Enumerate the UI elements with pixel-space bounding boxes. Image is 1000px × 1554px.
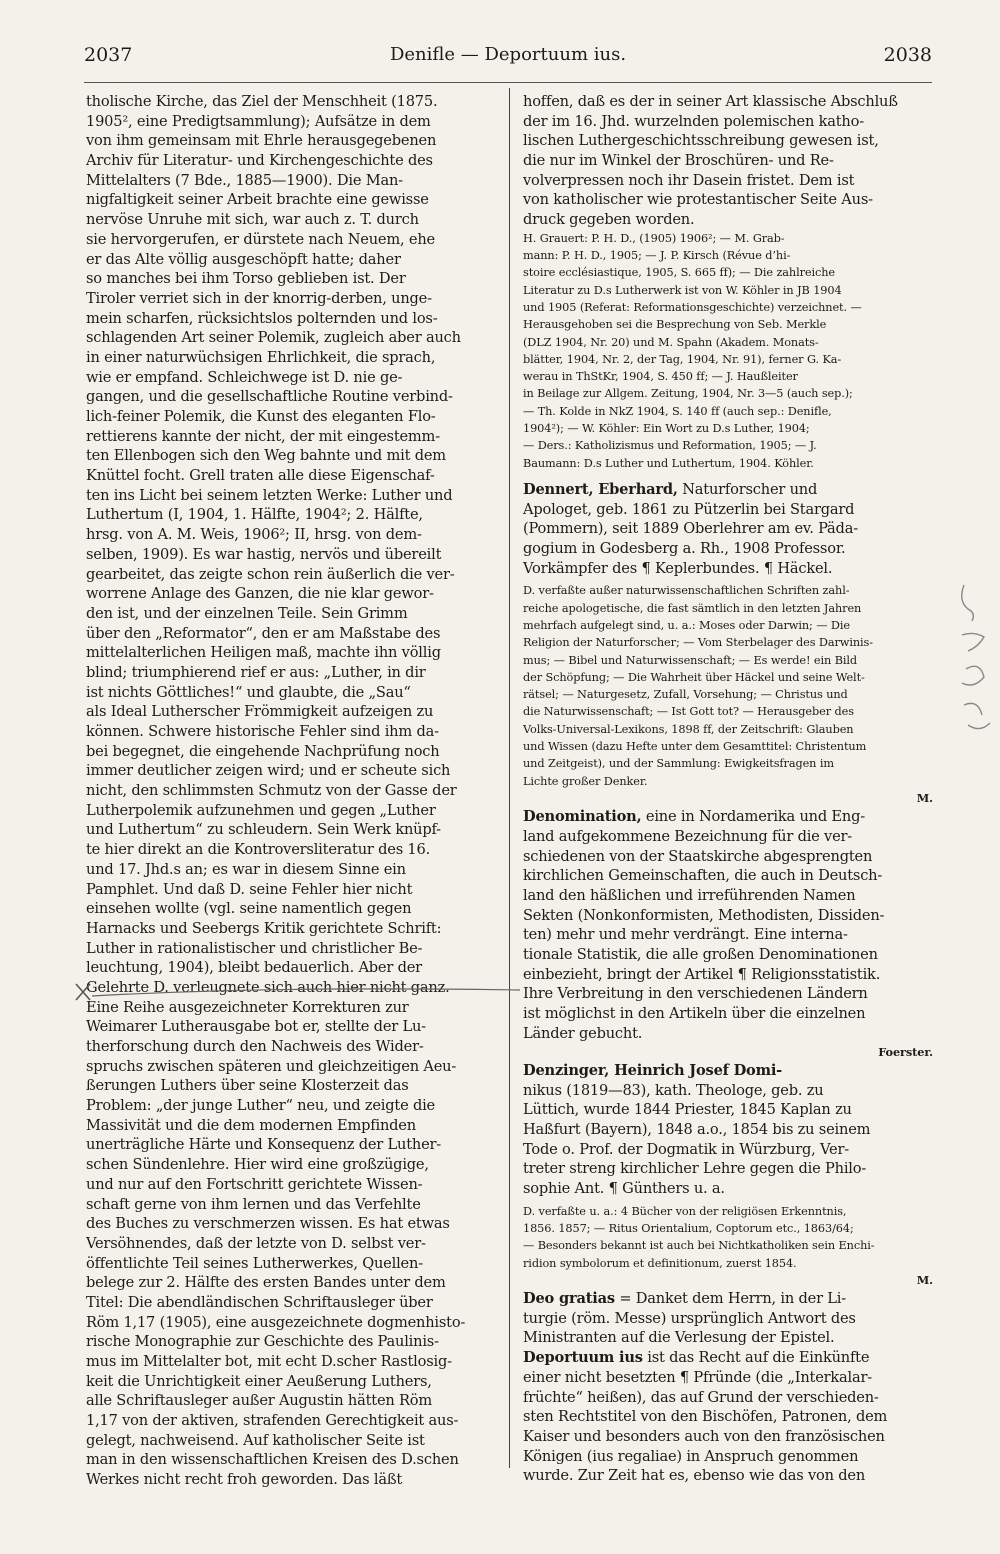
text-line: Herausgehoben sei die Besprechung von Seb. Merkle — [523, 318, 827, 332]
text-line: der Schöpfung; — Die Wahrheit über Häckel und seine Welt- — [523, 670, 865, 684]
text-line: früchte“ heißen), das auf Grund der verschieden- — [523, 1388, 879, 1406]
text-line: Apologet, geb. 1861 zu Pützerlin bei Stargard — [523, 500, 855, 518]
text-line: 1,17 von der aktiven, strafenden Gerechtigkeit aus- — [86, 1412, 459, 1430]
header-rule — [84, 82, 932, 83]
text-line: H. Grauert: P. H. D., (1905) 1906²; — M. Grab- — [523, 231, 785, 245]
text-line: tionale Statistik, die alle großen Denominationen — [523, 946, 878, 964]
denzinger-article — [523, 1061, 933, 1199]
text-line: einsehen wollte (vgl. seine namentlich gegen — [86, 900, 412, 918]
text-line: Denomination, eine in Nordamerika und Eng- — [523, 808, 865, 826]
text-line: Weimarer Lutherausgabe bot er, stellte der Lu- — [86, 1018, 426, 1036]
text-line: und Wissen (dazu Hefte unter dem Gesamttitel: Christentum — [523, 740, 867, 754]
text-line: kirchlichen Gemeinschaften, die auch in Deutsch- — [523, 867, 883, 885]
text-line — [523, 1061, 933, 1081]
text-line: D. verfaßte u. a.: 4 Bücher von der religiösen Erkenntnis, — [523, 1204, 847, 1218]
dennert-signature: M. — [916, 790, 933, 805]
text-line: nicht, den schlimmsten Schmutz von der Gasse der — [86, 782, 457, 800]
deportuum-article — [523, 1348, 933, 1486]
text-line: tholische Kirche, das Ziel der Menschheit (1875. — [86, 93, 438, 110]
text-line: schiedenen von der Staatskirche abgesprengten — [523, 847, 873, 865]
text-line: ten ins Licht bei seinem letzten Werke: Luther und — [86, 486, 453, 504]
text-line: Baumann: D.s Luther und Luthertum, 1904. Köhler. — [523, 456, 814, 470]
text-line: Deo gratias = Danket dem Herrn, in der Li- — [523, 1290, 847, 1308]
text-line: so manches bei ihm Torso geblieben ist. Der — [86, 270, 406, 288]
text-line: Religion der Naturforscher; — Vom Sterbelager des Darwinis- — [523, 636, 873, 650]
headword: Deportuum ius — [523, 1349, 643, 1367]
text-line: (Pommern), seit 1889 Oberlehrer am ev. Päda- — [523, 520, 858, 538]
text-line: wurde. Zur Zeit hat es, ebenso wie das von den — [523, 1467, 866, 1485]
text-line: Titel: Die abendländischen Schriftausleger über — [86, 1293, 433, 1311]
text-line: ten Ellenbogen sich den Weg bahnte und mit dem — [86, 447, 446, 465]
text-line: volverpressen noch ihr Dasein fristet. Dem ist — [523, 171, 855, 189]
running-title: Denifle — Deportuum ius. — [389, 44, 627, 65]
text-line: der im 16. Jhd. wurzelnden polemischen katho- — [523, 112, 864, 130]
text-line: Problem: „der junge Luther“ neu, und zeigte die — [86, 1097, 435, 1115]
text-line: sten Rechtstitel von den Bischöfen, Patronen, dem — [523, 1408, 888, 1426]
right-column — [523, 92, 933, 1486]
text-line: therforschung durch den Nachweis des Wider- — [86, 1038, 424, 1055]
text-line: Kaiser und besonders auch von den französischen — [523, 1427, 885, 1445]
denomination-article — [523, 807, 933, 1043]
dennert-bibliography — [523, 582, 933, 790]
text-line: Sekten (Nonkonformisten, Methodisten, Dissiden- — [523, 906, 885, 924]
text-line: Ministranten auf die Verlesung der Epistel. — [523, 1329, 835, 1347]
text-line: und nur auf den Fortschritt gerichtete Wissen- — [86, 1175, 423, 1193]
text-line: belege zur 2. Hälfte des ersten Bandes unter dem — [86, 1274, 446, 1292]
text-line: er das Alte völlig ausgeschöpft hatte; daher — [86, 250, 401, 268]
text-line: — Th. Kolde in NkZ 1904, S. 140 ff (auch sep.: Denifle, — [523, 404, 832, 418]
headword: Denzinger, Heinrich Josef Domi- — [523, 1061, 783, 1079]
text-line: von ihm gemeinsam mit Ehrle herausgegebenen — [86, 132, 437, 150]
text-line: schlagenden Art seiner Polemik, zugleich aber auch — [86, 329, 461, 347]
text-line: druck gegeben worden. — [523, 211, 695, 229]
text-line: 1856. 1857; — Ritus Orientalium, Coptorum etc., 1863/64; — [523, 1221, 854, 1235]
text-line: blind; triumphierend rief er aus: „Luther, in dir — [86, 663, 426, 681]
text-line: Lichte großer Denker. — [523, 774, 648, 788]
text-line: Tode o. Prof. der Dogmatik in Würzburg, Ver- — [523, 1140, 849, 1158]
text-line: Tiroler verriet sich in der knorrig-derben, unge- — [86, 289, 432, 307]
text-line: reiche apologetische, die fast sämtlich in den letzten Jahren — [523, 601, 862, 615]
text-line: Königen (ius regaliae) in Anspruch genommen — [523, 1447, 859, 1465]
left-column — [86, 92, 494, 1490]
text-line: Gelehrte D. verleugnete sich auch hier nicht ganz. — [86, 978, 450, 996]
text-line: land den häßlichen und irreführenden Namen — [523, 887, 856, 905]
text-line: nikus (1819—83), kath. Theologe, geb. zu — [523, 1081, 824, 1099]
text-line: mann: P. H. D., 1905; — J. P. Kirsch (Révue d’hi- — [523, 249, 791, 263]
text-line: Haßfurt (Bayern), 1848 a.o., 1854 bis zu seinem — [523, 1120, 871, 1138]
text-line: Dennert, Eberhard, Naturforscher und — [523, 480, 818, 498]
text-line: rätsel; — Naturgesetz, Zufall, Vorsehung; — Christus und — [523, 688, 848, 702]
text-line: in einer naturwüchsigen Ehrlichkeit, die sprach, — [86, 348, 436, 366]
denifle-article-end — [523, 92, 933, 230]
text-line: te hier direkt an die Kontroversliteratur des 16. — [86, 841, 431, 859]
headword: Dennert, Eberhard, — [523, 480, 678, 498]
headword: Deo gratias — [523, 1290, 615, 1308]
text-line: stoire ecclésiastique, 1905, S. 665 ff); — Die zahlreiche — [523, 266, 836, 280]
text-line: Luther in rationalistischer und christlicher Be- — [86, 939, 423, 957]
text-line: von katholischer wie protestantischer Seite Aus- — [523, 191, 873, 209]
text-line: und 17. Jhd.s an; es war in diesem Sinne ein — [86, 860, 406, 878]
text-line: gearbeitet, das zeigte schon rein äußerlich die ver- — [86, 565, 455, 583]
denzinger-signature: M. — [916, 1272, 933, 1287]
text-line: des Buches zu verschmerzen wissen. Es hat etwas — [86, 1215, 450, 1233]
text-line: über den „Reformator“, den er am Maßstabe des — [86, 624, 441, 642]
pencil-margin-mark — [70, 980, 530, 1004]
text-line: in Beilage zur Allgem. Zeitung, 1904, Nr. 3—5 (auch sep.); — [523, 387, 853, 401]
text-line: Ihre Verbreitung in den verschiedenen Ländern — [523, 985, 868, 1003]
page-number-right: 2038 — [883, 44, 932, 66]
text-line: gelegt, nachweisend. Auf katholischer Seite ist — [86, 1431, 425, 1449]
text-line: ist möglichst in den Artikeln über die einzelnen — [523, 1005, 866, 1023]
text-line: Versöhnendes, daß der letzte von D. selbst ver- — [86, 1234, 426, 1252]
text-line: einbezieht, bringt der Artikel ¶ Religionsstatistik. — [523, 965, 881, 983]
text-line: Röm 1,17 (1905), eine ausgezeichnete dogmenhisto- — [86, 1313, 466, 1331]
text-line: Lüttich, wurde 1844 Priester, 1845 Kaplan zu — [523, 1101, 852, 1119]
text-line: man in den wissenschaftlichen Kreisen des D.schen — [86, 1451, 459, 1469]
text-line: mittelalterlichen Heiligen maß, machte ihn völlig — [86, 644, 441, 662]
text-line: nigfaltigkeit seiner Arbeit brachte eine gewisse — [86, 191, 429, 209]
text-line: wie er empfand. Schleichwege ist D. nie ge- — [86, 368, 403, 386]
text-line: ten) mehr und mehr verdrängt. Eine interna- — [523, 926, 848, 944]
text-line: Werkes nicht recht froh geworden. Das läßt — [86, 1471, 403, 1489]
text-line: nervöse Unruhe mit sich, war auch z. T. durch — [86, 211, 419, 229]
page-header — [84, 44, 932, 74]
text-line: rettierens kannte der nicht, der mit eingestemm- — [86, 427, 440, 445]
headword: Denomination, — [523, 808, 642, 826]
text-line: und Luthertum“ zu schleudern. Sein Werk knüpf- — [86, 821, 441, 839]
text-line: sie hervorgerufen, er dürstete nach Neuem, ehe — [86, 230, 435, 248]
text-line: Lutherpolemik aufzunehmen und gegen „Luther — [86, 801, 436, 819]
text-line: — Besonders bekannt ist auch bei Nichtkatholiken sein Enchi- — [523, 1239, 875, 1253]
text-line: Länder gebucht. — [523, 1024, 643, 1042]
text-line: mein scharfen, rücksichtslos polternden und los- — [86, 309, 438, 327]
text-line: unerträgliche Härte und Konsequenz der Luther- — [86, 1136, 442, 1154]
text-line: und 1905 (Referat: Reformationsgeschichte) verzeichnet. — — [523, 301, 862, 314]
text-line: Pamphlet. Und daß D. seine Fehler hier nicht — [86, 880, 413, 898]
dennert-article — [523, 480, 933, 578]
text-line: Harnacks und Seebergs Kritik gerichtete Schrift: — [86, 919, 442, 937]
text-line: 1904²); — W. Köhler: Ein Wort zu D.s Luther, 1904; — [523, 422, 810, 436]
text-line: als Ideal Lutherscher Frömmigkeit aufzeigen zu — [86, 703, 434, 721]
text-line: Archiv für Literatur- und Kirchengeschichte des — [86, 152, 433, 170]
text-line: Eine Reihe ausgezeichneter Korrekturen zur — [86, 998, 409, 1016]
text-line: Deportuum ius ist das Recht auf die Einkünfte — [523, 1349, 870, 1367]
text-line: 1905², eine Predigtsammlung); Aufsätze in dem — [86, 112, 431, 130]
text-line: schaft gerne von ihm lernen und das Verfehlte — [86, 1195, 421, 1213]
text-line: Vorkämpfer des ¶ Keplerbundes. ¶ Häckel. — [523, 559, 833, 577]
text-line: blätter, 1904, Nr. 2, der Tag, 1904, Nr. 91), ferner G. Ka- — [523, 352, 842, 366]
text-line: land aufgekommene Bezeichnung für die ver- — [523, 827, 853, 845]
text-line: öffentlichte Teil seines Lutherwerkes, Quellen- — [86, 1254, 423, 1272]
text-line: immer deutlicher zeigen wird; und er scheute sich — [86, 762, 451, 780]
text-line: die nur im Winkel der Broschüren- und Re- — [523, 152, 834, 170]
text-line: hoffen, daß es der in seiner Art klassische Abschluß — [523, 93, 898, 110]
text-line: lischen Luthergeschichtsschreibung gewesen ist, — [523, 132, 879, 150]
text-line: mehrfach aufgelegt sind, u. a.: Moses oder Darwin; — Die — [523, 619, 850, 632]
deo-gratias-article — [523, 1289, 933, 1348]
text-line: Knüttel focht. Grell traten alle diese Eigenschaf- — [86, 467, 435, 485]
text-line: und Zeitgeist), und der Sammlung: Ewigkeitsfragen im — [523, 757, 834, 771]
text-line: Massivität und die dem modernen Empfinden — [86, 1116, 416, 1134]
text-line: alle Schriftausleger außer Augustin hätten Röm — [86, 1392, 433, 1410]
text-line: sophie Ant. ¶ Günthers u. a. — [523, 1179, 725, 1197]
text-line: ist nichts Göttliches!“ und glaubte, die „Sau“ — [86, 683, 411, 701]
text-line: gangen, und die gesellschaftliche Routine verbind- — [86, 388, 453, 406]
text-line: treter streng kirchlicher Lehre gegen die Philo- — [523, 1160, 867, 1178]
text-line: schen Sündenlehre. Hier wird eine großzügige, — [86, 1156, 429, 1174]
text-line: selben, 1909). Es war hastig, nervös und übereilt — [86, 545, 442, 563]
text-line: keit die Unrichtigkeit einer Aeußerung Luthers, — [86, 1372, 432, 1390]
text-line: werau in ThStKr, 1904, S. 450 ff; — J. Haußleiter — [523, 370, 798, 384]
text-line: hrsg. von A. M. Weis, 1906²; II, hrsg. von dem- — [86, 526, 422, 544]
text-line: — Ders.: Katholizismus und Reformation, 1905; — J. — [523, 439, 817, 453]
text-line: bei begegnet, die eingehende Nachprüfung noch — [86, 742, 440, 760]
text-line: turgie (röm. Messe) ursprünglich Antwort des — [523, 1309, 856, 1327]
text-line: leuchtung, 1904), bleibt bedauerlich. Aber der — [86, 959, 422, 977]
text-line: D. verfaßte außer naturwissenschaftlichen Schriften zahl- — [523, 584, 850, 598]
text-line: worrene Anlage des Ganzen, die nie klar gewor- — [86, 585, 434, 603]
text-line: ßerungen Luthers über seine Klosterzeit das — [86, 1077, 409, 1095]
denomination-signature: Foerster. — [878, 1044, 933, 1059]
text-line: rische Monographie zur Geschichte des Paulinis- — [86, 1333, 439, 1351]
text-line: Volks-Universal-Lexikons, 1898 ff, der Zeitschrift: Glauben — [523, 722, 854, 736]
text-line: Luthertum (I, 1904, 1. Hälfte, 1904²; 2. Hälfte, — [86, 506, 423, 524]
denifle-bibliography — [523, 230, 933, 472]
page-number-left: 2037 — [84, 44, 133, 66]
text-line: einer nicht besetzten ¶ Pfründe (die „Interkalar- — [523, 1368, 873, 1386]
pencil-annotations — [954, 565, 1000, 755]
text-line: mus im Mittelalter bot, mit echt D.scher Rastlosig- — [86, 1353, 452, 1370]
text-line: spruchs zwischen späteren und gleichzeitigen Aeu- — [86, 1057, 457, 1075]
text-line: die Naturwissenschaft; — Ist Gott tot? — Herausgeber des — [523, 705, 854, 719]
denzinger-bibliography — [523, 1203, 933, 1272]
text-line: können. Schwere historische Fehler sind ihm da- — [86, 723, 439, 740]
text-line: mus; — Bibel und Naturwissenschaft; — Es werde! ein Bild — [523, 653, 858, 667]
text-line: (DLZ 1904, Nr. 20) und M. Spahn (Akadem. Monats- — [523, 335, 819, 349]
text-line: lich-feiner Polemik, die Kunst des eleganten Flo- — [86, 408, 436, 425]
text-line: ridion symbolorum et definitionum, zuerst 1854. — [523, 1256, 797, 1270]
column-separator — [509, 88, 510, 1468]
text-line: den ist, und der einzelnen Teile. Sein Grimm — [86, 604, 408, 622]
text-line: Literatur zu D.s Lutherwerk ist von W. Köhler in JB 1904 — [523, 283, 842, 297]
text-line: gogium in Godesberg a. Rh., 1908 Professor. — [523, 540, 846, 558]
text-line: Mittelalters (7 Bde., 1885—1900). Die Man- — [86, 171, 403, 189]
